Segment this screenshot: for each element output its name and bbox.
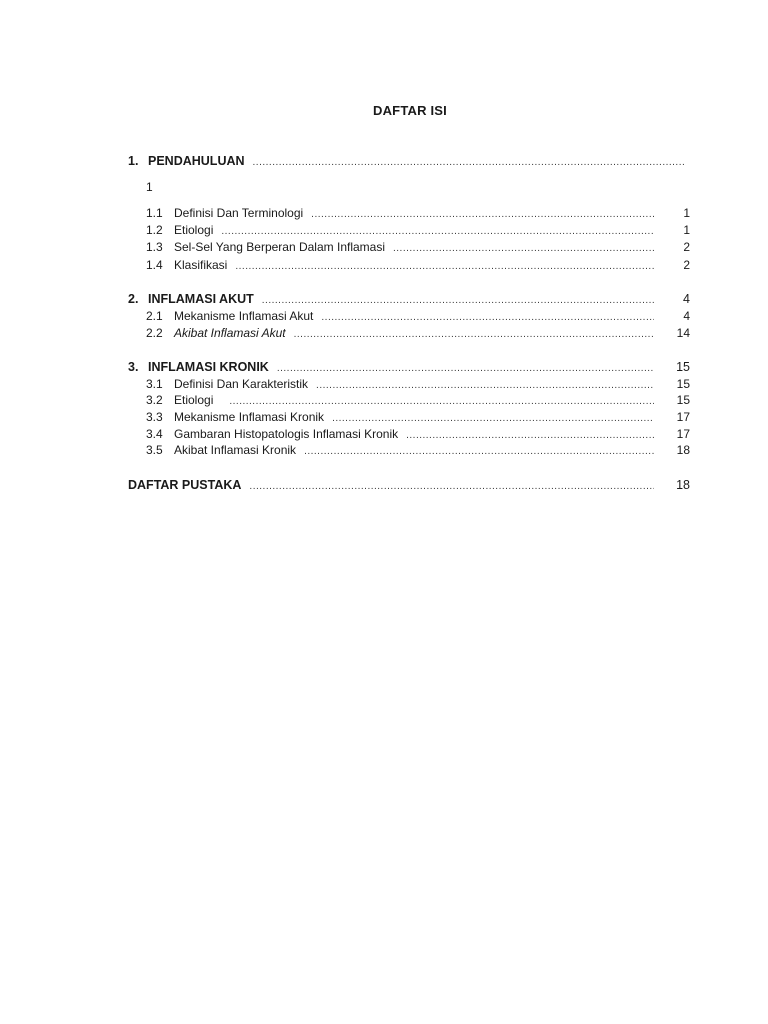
toc-section-1-3 xyxy=(146,240,690,256)
toc-chapter-1 xyxy=(128,154,690,170)
section-page-number: 18 xyxy=(676,443,690,457)
section-number: 1.3 xyxy=(146,240,163,254)
section-title: Sel-Sel Yang Berperan Dalam Inflamasi xyxy=(174,240,385,254)
dot-leader xyxy=(221,225,654,239)
section-title: Gambaran Histopatologis Inflamasi Kronik xyxy=(174,427,399,441)
toc-section-1-1 xyxy=(146,206,690,222)
toc-section-3-3 xyxy=(146,410,690,426)
chapter-title: INFLAMASI AKUT xyxy=(148,292,254,306)
section-number: 1.2 xyxy=(146,223,163,237)
dot-leader xyxy=(406,429,654,443)
section-title: Mekanisme Inflamasi Akut xyxy=(174,309,314,323)
dot-leader xyxy=(249,480,654,494)
chapter-title: INFLAMASI KRONIK xyxy=(148,360,269,374)
dot-leader xyxy=(229,395,654,409)
section-title: Definisi Dan Karakteristik xyxy=(174,377,309,391)
chapter-number: 3. xyxy=(128,360,139,374)
bibliography-page-number: 18 xyxy=(676,478,690,492)
section-title: Akibat Inflamasi Kronik xyxy=(174,443,297,457)
toc-chapter-3 xyxy=(128,360,690,376)
section-title: Akibat Inflamasi Akut xyxy=(174,326,286,340)
section-number: 2.2 xyxy=(146,326,163,340)
dot-leader xyxy=(332,412,654,426)
toc-section-3-1 xyxy=(146,377,690,393)
dot-leader xyxy=(321,311,654,325)
section-page-number: 15 xyxy=(676,377,690,391)
dot-leader xyxy=(277,362,654,376)
dot-leader xyxy=(262,294,654,308)
dot-leader xyxy=(393,242,654,256)
section-page-number: 14 xyxy=(676,326,690,340)
section-number: 3.4 xyxy=(146,427,163,441)
section-number: 1.1 xyxy=(146,206,163,220)
section-title: Mekanisme Inflamasi Kronik xyxy=(174,410,325,424)
dot-leader xyxy=(294,328,654,342)
section-page-number: 17 xyxy=(676,410,690,424)
section-title: Definisi Dan Terminologi xyxy=(174,206,304,220)
section-page-number: 1 xyxy=(683,223,690,237)
section-number: 3.2 xyxy=(146,393,163,407)
section-number: 3.1 xyxy=(146,377,163,391)
dot-leader xyxy=(253,156,684,170)
section-page-number: 15 xyxy=(676,393,690,407)
section-number: 3.3 xyxy=(146,410,163,424)
chapter-page-number: 4 xyxy=(683,292,690,306)
chapter-number: 2. xyxy=(128,292,139,306)
section-page-number: 4 xyxy=(683,309,690,323)
toc-section-2-2 xyxy=(146,326,690,342)
toc-section-1-2 xyxy=(146,223,690,239)
dot-leader xyxy=(311,208,654,222)
page-title: DAFTAR ISI xyxy=(373,103,447,118)
section-title: Etiologi xyxy=(174,223,214,237)
chapter-page-number: 1 xyxy=(146,180,153,194)
toc-chapter-2 xyxy=(128,292,690,308)
toc-section-1-4 xyxy=(146,258,690,274)
section-title: Etiologi xyxy=(174,393,214,407)
dot-leader xyxy=(316,379,654,393)
toc-section-3-5 xyxy=(146,443,690,459)
section-page-number: 1 xyxy=(683,206,690,220)
chapter-number: 1. xyxy=(128,154,139,168)
section-number: 3.5 xyxy=(146,443,163,457)
toc-section-3-2 xyxy=(146,393,690,409)
chapter-page-number: 15 xyxy=(676,360,690,374)
section-number: 2.1 xyxy=(146,309,163,323)
section-number: 1.4 xyxy=(146,258,163,272)
section-page-number: 2 xyxy=(683,240,690,254)
toc-bibliography xyxy=(128,478,690,494)
chapter-title: PENDAHULUAN xyxy=(148,154,245,168)
section-page-number: 2 xyxy=(683,258,690,272)
section-page-number: 17 xyxy=(676,427,690,441)
toc-section-2-1 xyxy=(146,309,690,325)
section-title: Klasifikasi xyxy=(174,258,228,272)
dot-leader xyxy=(304,445,654,459)
dot-leader xyxy=(235,260,654,274)
bibliography-title: DAFTAR PUSTAKA xyxy=(128,478,242,492)
toc-section-3-4 xyxy=(146,427,690,443)
